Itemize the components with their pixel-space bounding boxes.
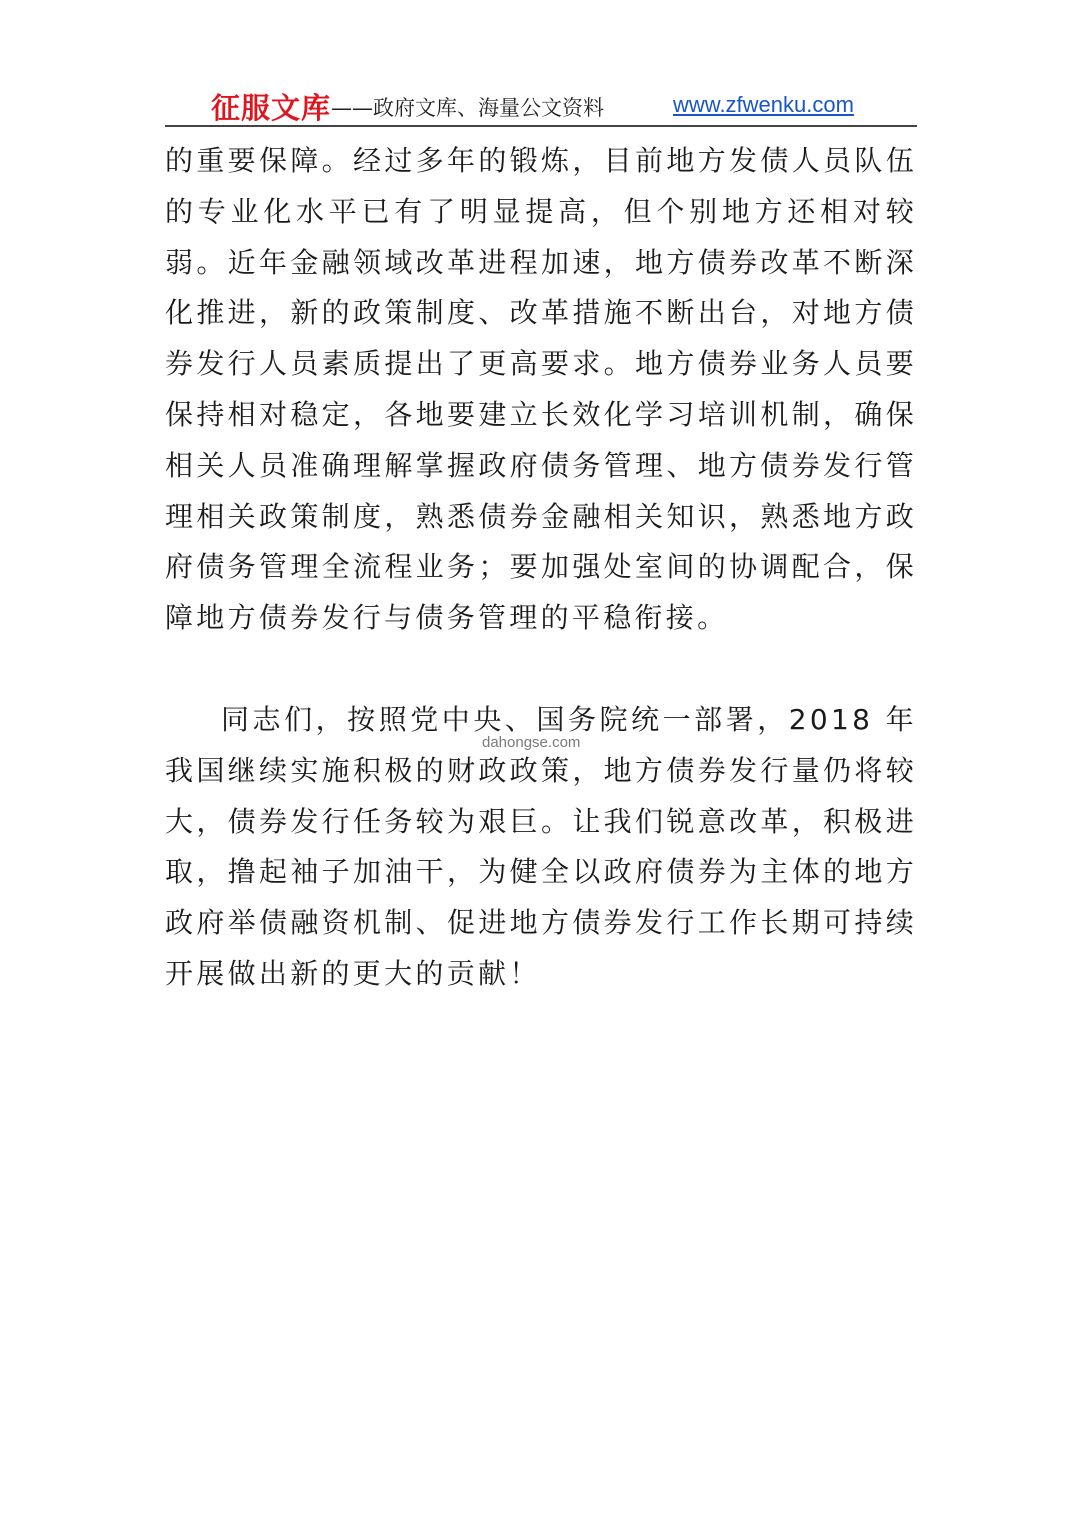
page-header <box>165 82 917 124</box>
watermark-text: dahongse.com <box>482 734 581 751</box>
brand-logo-text: 征服文库 <box>211 91 332 125</box>
body-paragraph-1: 的重要保障。经过多年的锻炼，目前地方发债人员队伍的专业化水平已有了明显提高，但个别地方还相对较弱。近年金融领域改革进程加速，地方债券改革不断深化推进，新的政策制度、改革措施不断出台，对地方债券发行人员素质提出了更高要求。地方债券业务人员要保持相对稳定，各地要建立长效化学习培训机制，确保相关人员准确理解掌握政府债务管理、地方债券发行管理相关政策制度，熟悉债券金融相关知识，熟悉地方政府债务管理全流程业务；要加强处室间的协调配合，保障地方债券发行与债务管理的平稳衔接。 <box>165 144 917 635</box>
body-paragraph-2: 同志们，按照党中央、国务院统一部署，2018 年我国继续实施积极的财政政策，地方债券发行量仍将较大，债券发行任务较为艰巨。让我们锐意改革，积极进取，撸起袖子加油干，为健全以政府债券为主体的地方政府举债融资机制、促进地方债券发行工作长期可持续开展做出新的更大的贡献！ <box>165 702 917 990</box>
site-url-link[interactable]: www.zfwenku.com <box>673 92 854 117</box>
header-divider <box>165 125 917 127</box>
document-body <box>165 136 917 1000</box>
header-slogan: ——政府文库、海量公文资料 <box>331 96 604 120</box>
paragraph-spacer <box>165 644 917 695</box>
